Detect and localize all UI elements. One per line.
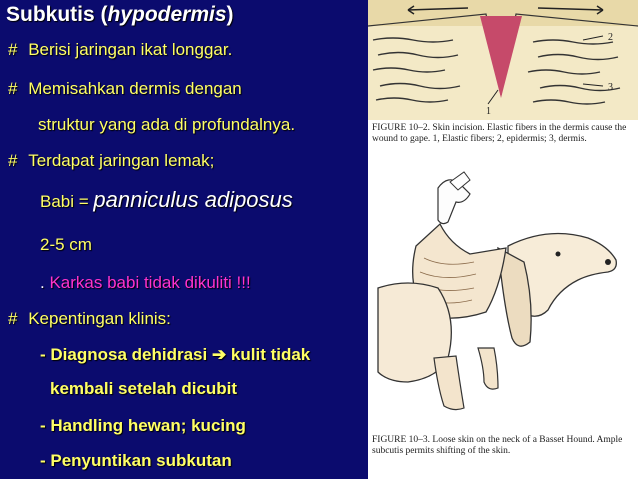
figure-2-caption: FIGURE 10–3. Loose skin on the neck of a Basset Hound. Ample subcutis permits shifting of the skin. (372, 435, 623, 456)
bullet-mark: # (8, 309, 18, 328)
clinical-item-4: - Penyuntikan subkutan (40, 451, 232, 470)
bullet-1 (8, 40, 232, 60)
arrow-right-icon: ➔ (211, 345, 227, 364)
note-text: Karkas babi tidak dikuliti !!! (49, 273, 251, 292)
clinical-item-2: kembali setelah dicubit (50, 379, 238, 398)
svg-text:1: 1 (486, 106, 491, 117)
figure-1-caption: FIGURE 10–2. Skin incision. Elastic fibers in the dermis cause the wound to gape. 1, Elastic fibers; 2, epidermis; 3, dermis. (372, 123, 627, 144)
bullet-text: Terdapat jaringan lemak; (28, 151, 215, 170)
title-suffix: ) (226, 3, 234, 26)
title-prefix: Subkutis ( (6, 3, 108, 26)
thickness: 2-5 cm (40, 235, 92, 254)
slide-title (6, 3, 234, 27)
bullet-text: Berisi jaringan ikat longgar. (28, 40, 233, 59)
babi-line (40, 187, 293, 213)
klinis-heading (8, 309, 171, 329)
skin-incision-figure (368, 0, 638, 120)
bullet-mark: # (8, 151, 18, 170)
clinical-item-3: - Handling hewan; kucing (40, 416, 246, 435)
clinical-item-1 (40, 345, 310, 365)
bullet-text: Kepentingan klinis: (28, 309, 171, 328)
bullet-2 (8, 79, 242, 99)
babi-term: panniculus adiposus (93, 187, 293, 212)
clinical-text: - Diagnosa dehidrasi (40, 345, 212, 364)
basset-hound-illustration (368, 168, 638, 430)
bullet-mark: # (8, 40, 18, 59)
svg-text:2: 2 (608, 32, 613, 43)
clinical-tail: kulit tidak (226, 345, 311, 364)
skin-incision-illustration (368, 0, 638, 120)
bullet-text: struktur yang ada di profundalnya. (38, 115, 296, 134)
bullet-text: Memisahkan dermis dengan (28, 79, 242, 98)
note-dot: . (40, 273, 50, 292)
bullet-2-continued (38, 115, 295, 135)
figure-panel (368, 0, 638, 479)
babi-label: Babi = (40, 192, 94, 211)
bullet-mark: # (8, 79, 18, 98)
svg-text:3: 3 (608, 82, 613, 93)
title-italic: hypodermis (107, 3, 227, 26)
karkas-note (40, 273, 251, 293)
bullet-3 (8, 151, 214, 171)
